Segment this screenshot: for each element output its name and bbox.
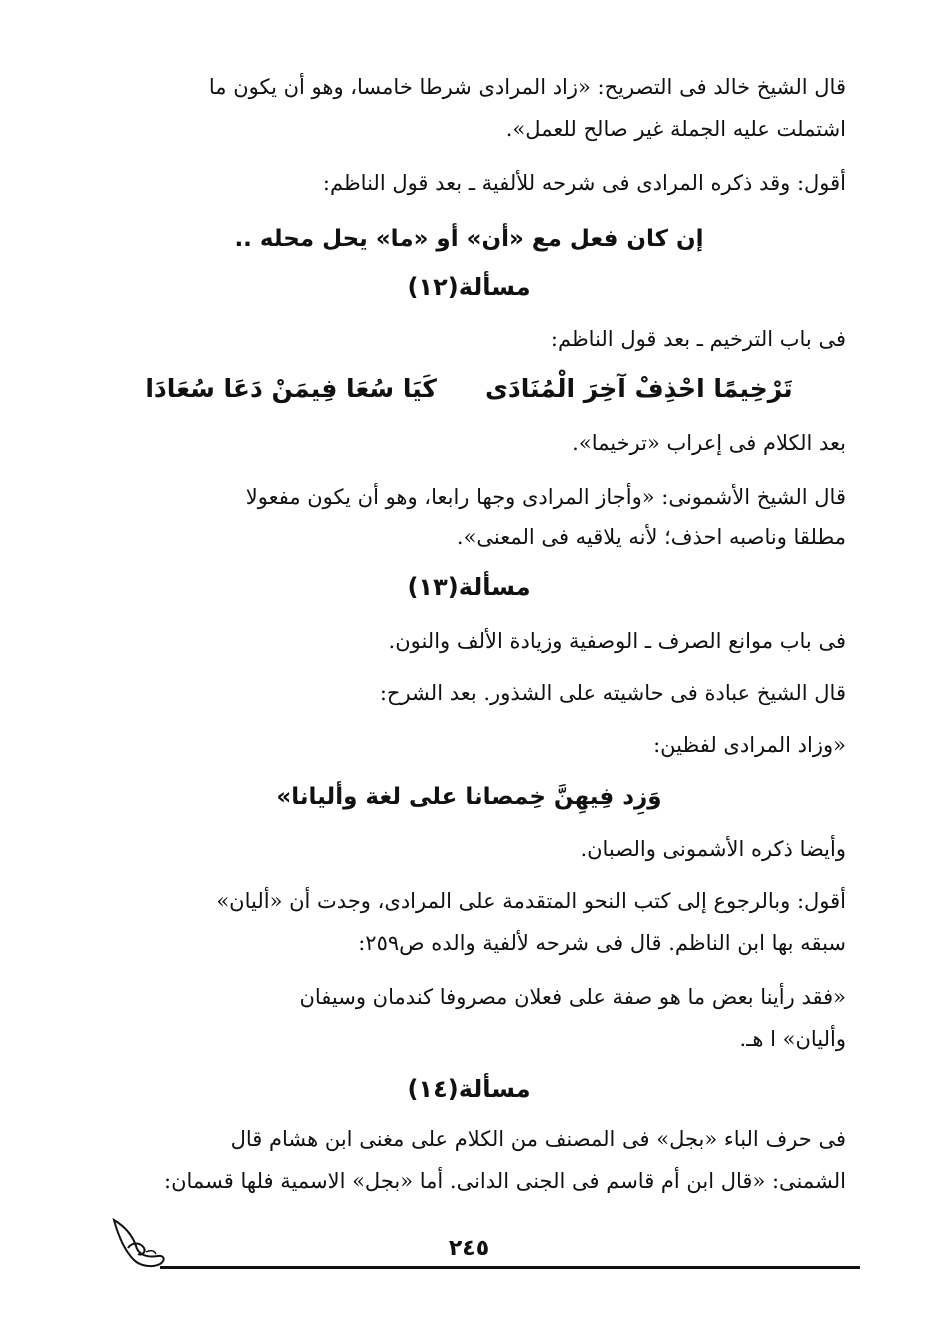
- paragraph-line-6: قال الشيخ الأشمونى: «وأجاز المرادى وجها رابعا، وهو أن يكون مفعولا: [245, 485, 846, 509]
- paragraph-line-5: بعد الكلام فى إعراب «ترخيما».: [572, 431, 846, 455]
- paragraph-line-2: اشتملت عليه الجملة غير صالح للعمل».: [505, 117, 846, 141]
- verse-hemistich-left: كَيَا سُعَا فِيمَنْ دَعَا سُعَادَا: [145, 374, 437, 403]
- paragraph-line-1: قال الشيخ خالد فى التصريح: «زاد المرادى شرطا خامسا، وهو أن يكون ما: [208, 75, 846, 99]
- verse-hemistich-right: تَرْخِيمًا احْذِفْ آخِرَ الْمُنَادَى: [484, 374, 793, 403]
- paragraph-line-16: فى حرف الباء «بجل» فى المصنف من الكلام على مغنى ابن هشام قال: [230, 1127, 846, 1151]
- footer-rule: [160, 1266, 860, 1269]
- paragraph-line-11: وأيضا ذكره الأشمونى والصبان.: [580, 837, 846, 861]
- paragraph-line-14: «فقد رأينا بعض ما هو صفة على فعلان مصروفا كندمان وسيفان: [299, 985, 846, 1009]
- paragraph-line-8: فى باب موانع الصرف ـ الوصفية وزيادة الألف والنون.: [388, 629, 846, 653]
- paragraph-line-4: فى باب الترخيم ـ بعد قول الناظم:: [550, 327, 846, 351]
- section-heading-12: مسألة(١٢): [407, 273, 531, 301]
- paragraph-line-10: «وزاد المرادى لفظين:: [653, 733, 846, 757]
- verse-line-3: وَزِد فِيهِنَّ خِمصانا على لغة وأليانا»: [276, 784, 662, 810]
- paragraph-line-7: مطلقا وناصبه احذف؛ لأنه يلاقيه فى المعنى».: [456, 525, 846, 549]
- ornament-icon: [106, 1212, 172, 1272]
- paragraph-line-17: الشمنى: «قال ابن أم قاسم فى الجنى الدانى. أما «بجل» الاسمية فلها قسمان:: [164, 1169, 846, 1193]
- verse-line-2: [0, 370, 938, 408]
- paragraph-line-12: أقول: وبالرجوع إلى كتب النحو المتقدمة على المرادى، وجدت أن «أليان»: [216, 889, 846, 913]
- paragraph-line-15: وأليان» ا هـ.: [739, 1027, 846, 1051]
- verse-line-1: إن كان فعل مع «أن» أو «ما» يحل محله ..: [234, 226, 704, 252]
- paragraph-line-13: سبقه بها ابن الناظم. قال فى شرحه لألفية والده ص٢٥٩:: [358, 931, 846, 955]
- paragraph-line-3: أقول: وقد ذكره المرادى فى شرحه للألفية ـ بعد قول الناظم:: [322, 171, 846, 195]
- section-heading-14: مسألة(١٤): [407, 1075, 531, 1103]
- page-number: ٢٤٥: [448, 1236, 490, 1261]
- paragraph-line-9: قال الشيخ عبادة فى حاشيته على الشذور. بعد الشرح:: [379, 681, 846, 705]
- section-heading-13: مسألة(١٣): [407, 573, 531, 601]
